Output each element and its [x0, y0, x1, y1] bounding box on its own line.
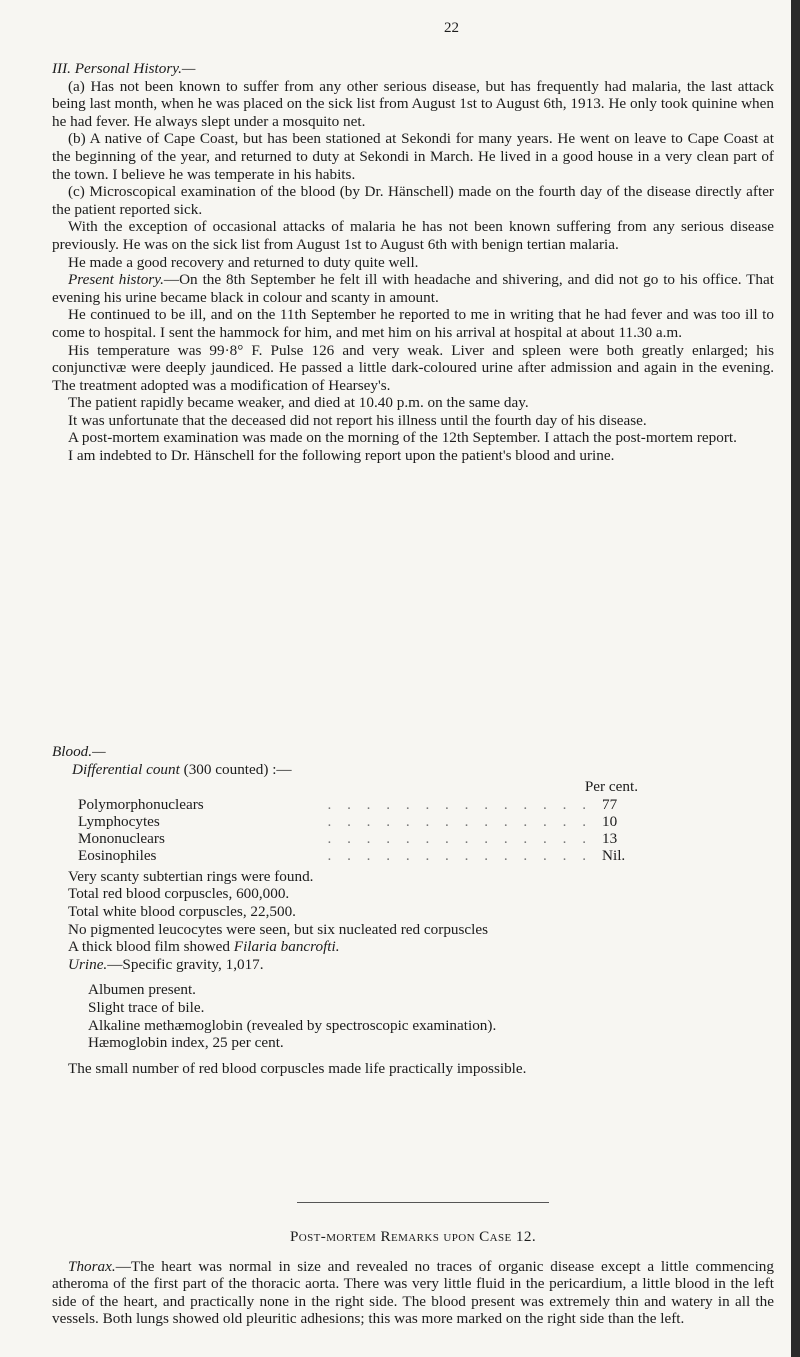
para-e: He made a good recovery and returned to duty quite well. [68, 253, 419, 271]
urine-label: Urine. [68, 955, 108, 973]
urine-finding: Albumen present. [88, 981, 196, 999]
cell-label: Polymorphonuclears [78, 795, 204, 813]
para-c: (c) Microscopical examination of the blood (by Dr. Hänschell) made on the fourth day of the disease directly after the patient reported sick. [52, 183, 774, 218]
urine-finding: Hæmoglobin index, 25 per cent. [88, 1034, 284, 1052]
cell-label: Lymphocytes [78, 812, 160, 830]
thorax-label: Thorax. [68, 1257, 116, 1275]
differential-table [78, 796, 638, 864]
post-mortem-section [52, 1228, 774, 1328]
cell-label: Mononuclears [78, 829, 165, 847]
para-i: It was unfortunate that the deceased did not report his illness until the fourth day of his disease. [68, 411, 647, 429]
cell-value: Nil. [602, 846, 626, 864]
finding-line: Total red blood corpuscles, 600,000. [68, 885, 290, 903]
differential-count-title: Differential count (300 counted) :— [72, 760, 292, 778]
para-d: With the exception of occasional attacks of malaria he has not been known suffering from any serious disease previously. He was on the sick list from August 1st to August 6th with benign tertian malaria. [52, 218, 774, 253]
page-number: 22 [444, 20, 459, 36]
para-a: (a) Has not been known to suffer from any other serious disease, but has frequently had malaria, the last attack being last month, when he was placed on the sick list from August 1st to August 6th, 1913. He only took quinine when he had fever. He always slept under a mosquito net. [52, 77, 774, 130]
percent-header: Per cent. [584, 778, 638, 796]
present-history-label: Present history. [68, 271, 164, 289]
section-divider [297, 1202, 549, 1203]
scan-edge-bar [791, 0, 800, 1357]
table-row: Lymphocytes . . . . . . . . . . . . . . 10 [78, 813, 638, 830]
cell-label: Eosinophiles [78, 846, 157, 864]
post-mortem-title: Post-mortem Remarks upon Case 12. [289, 1228, 537, 1245]
para-g: His temperature was 99·8° F. Pulse 126 and very weak. Liver and spleen were both greatly enlarged; his conjunctivæ were deeply jaundiced. He passed a little dark-coloured urine after admission and again in the evening. The treatment adopted was a modification of Hearsey's. [52, 341, 774, 394]
table-row: Mononuclears . . . . . . . . . . . . . . 13 [78, 830, 638, 847]
section-heading: III. Personal History.— [52, 60, 196, 77]
para-j: A post-mortem examination was made on the morning of the 12th September. I attach the post-mortem report. [68, 429, 737, 447]
blood-findings [52, 868, 774, 974]
table-row: Eosinophiles . . . . . . . . . . . . . . Nil. [78, 847, 638, 864]
cell-value: 10 [602, 812, 618, 830]
urine-line: Urine.—Specific gravity, 1,017. [68, 955, 264, 973]
para-f: He continued to be ill, and on the 11th September he reported to me in writing that he had fever and was too ill to come to hospital. I sent the hammock for him, and met him on his arrival at hospital at about 11.30 a.m. [52, 306, 774, 341]
finding-line: Total white blood corpuscles, 22,500. [68, 902, 296, 920]
closing-remark: The small number of red blood corpuscles made life practically impossible. [68, 1059, 527, 1077]
table-row: Polymorphonuclears . . . . . . . . . . . . . . 77 [78, 796, 638, 813]
differential-count [72, 761, 774, 779]
para-b: (b) A native of Cape Coast, but has been stationed at Sekondi for many years. He went on leave to Cape Coast at the beginning of the year, and returned to duty at Sekondi in March. He lived in a good house in a very clean part of the town. I believe he was temperate in his habits. [52, 130, 774, 183]
thorax-paragraph: Thorax.—The heart was normal in size and revealed no traces of organic disease except a little commencing atheroma of the first part of the thoracic aorta. There was very little fluid in the pericardium, a little blood in the left side of the heart, and practically none in the right side. The blood present was extremely thin and watery in all the vessels. Both lungs showed old pleuritic adhesions; this was more marked on the right side than the left. [52, 1257, 774, 1328]
finding-line: Very scanty subtertian rings were found. [68, 867, 314, 885]
present-history: Present history.—On the 8th September he felt ill with headache and shivering, and did not go to his office. That evening his urine became black in colour and scanty in amount. [52, 271, 774, 306]
finding-line: A thick blood film showed Filaria bancrofti. [68, 938, 340, 956]
urine-finding: Slight trace of bile. [88, 998, 205, 1016]
blood-heading: Blood.— [52, 743, 106, 760]
personal-history-section [52, 60, 774, 465]
urine-findings [72, 981, 774, 1051]
cell-value: 77 [602, 795, 618, 813]
cell-value: 13 [602, 829, 618, 847]
urine-finding: Alkaline methæmoglobin (revealed by spectroscopic examination). [88, 1016, 497, 1034]
finding-line: No pigmented leucocytes were seen, but six nucleated red corpuscles [68, 920, 489, 938]
para-k: I am indebted to Dr. Hänschell for the following report upon the patient's blood and urine. [68, 447, 615, 465]
blood-report [52, 743, 774, 1077]
para-h: The patient rapidly became weaker, and died at 10.40 p.m. on the same day. [68, 394, 529, 412]
